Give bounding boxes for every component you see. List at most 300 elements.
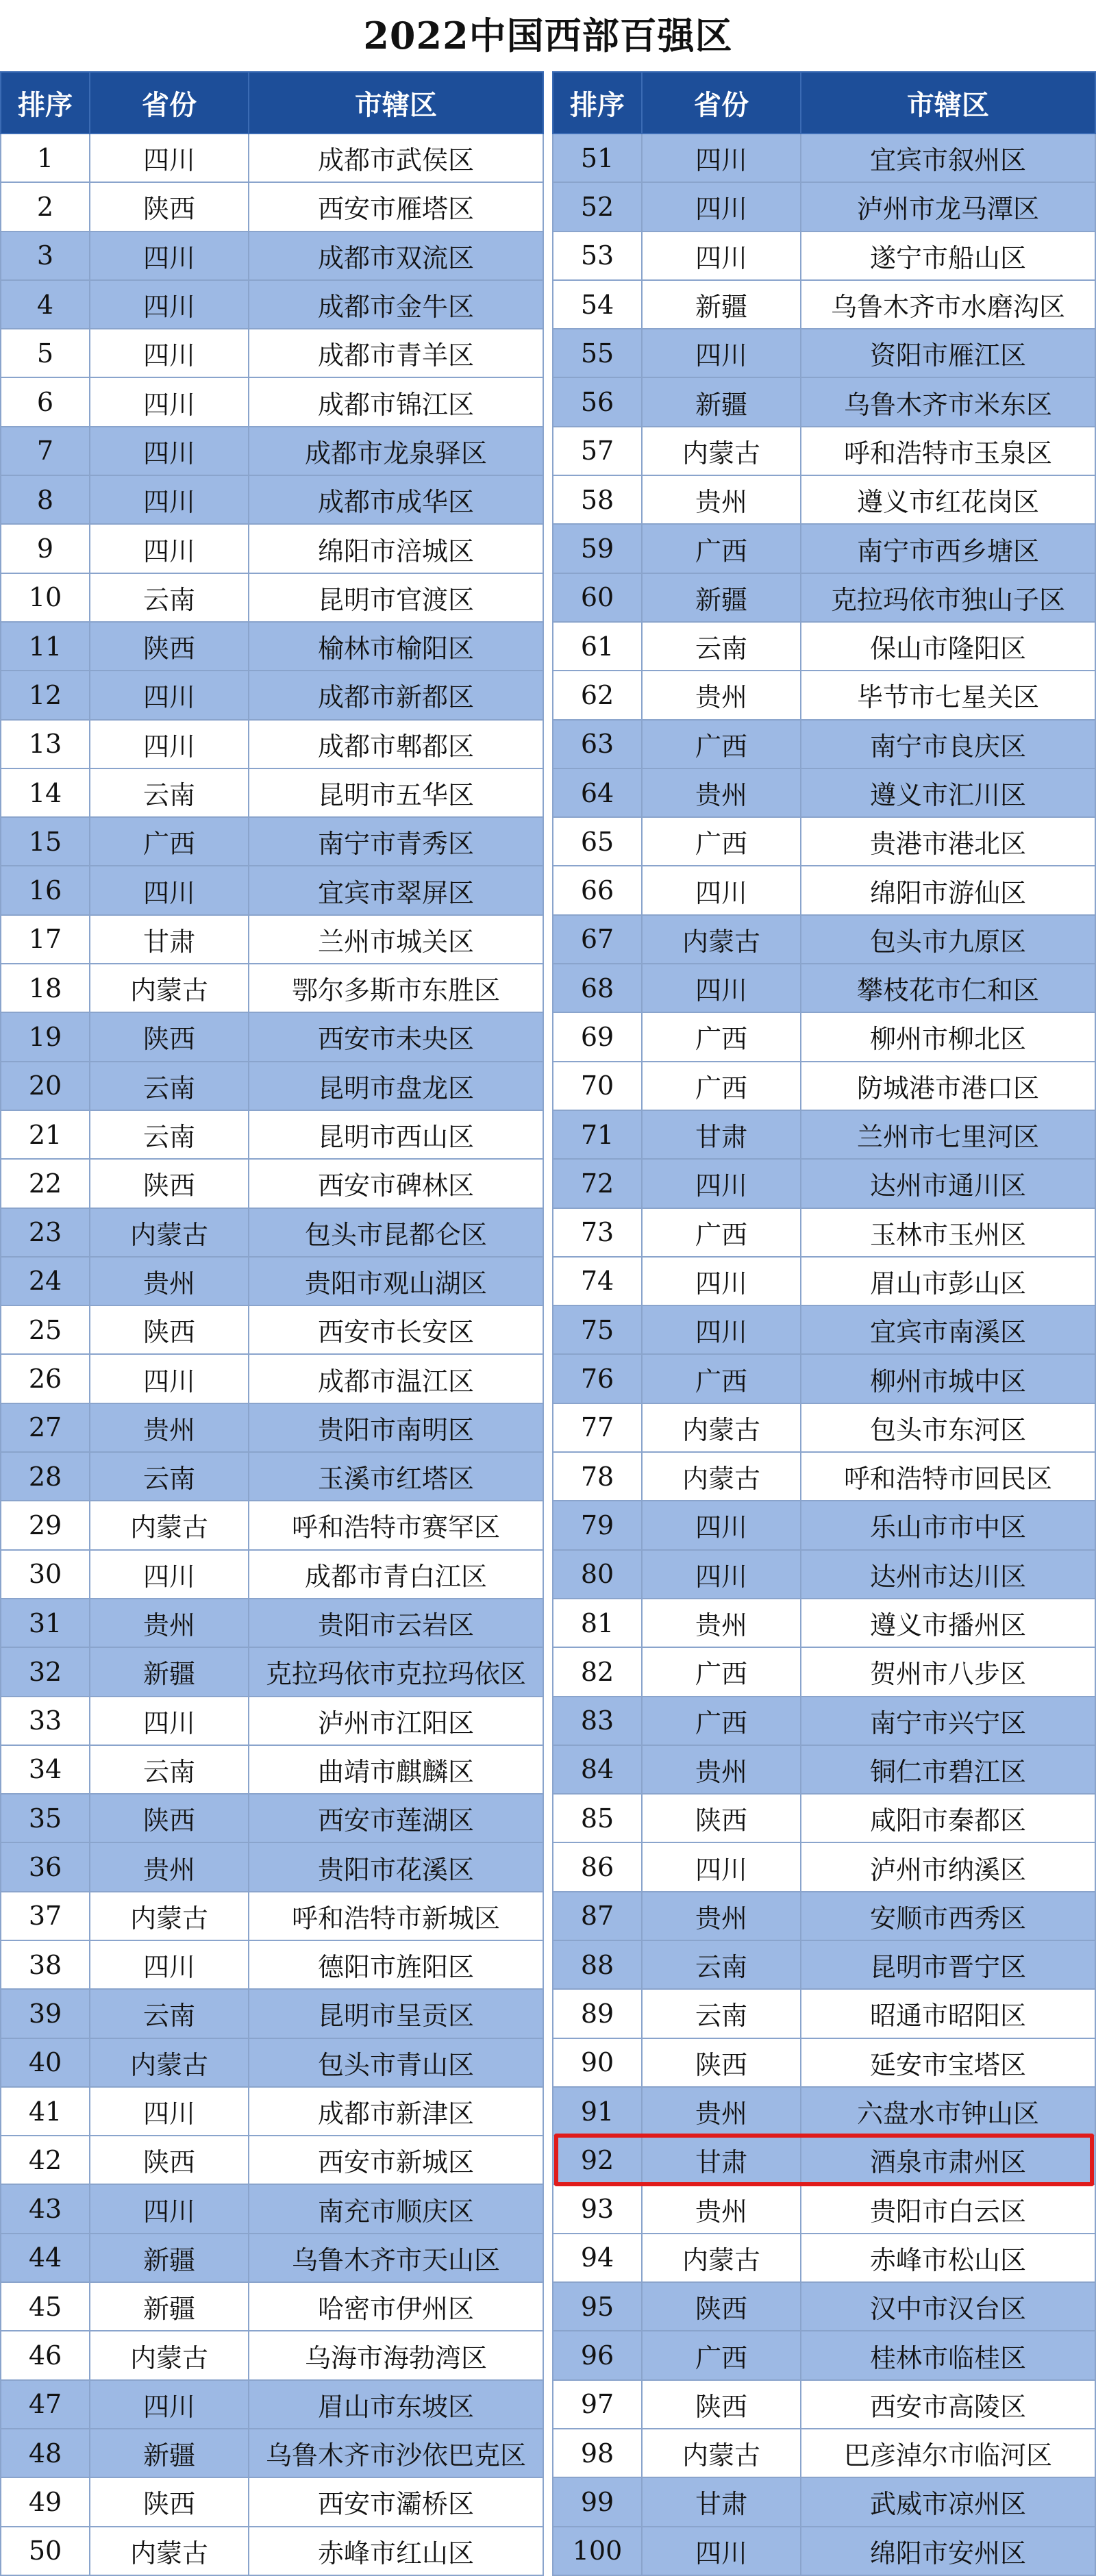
cell-rank: 72 bbox=[553, 1159, 642, 1208]
cell-province: 四川 bbox=[90, 427, 249, 475]
cell-rank: 53 bbox=[553, 232, 642, 280]
cell-province: 云南 bbox=[90, 1110, 249, 1159]
cell-rank: 5 bbox=[1, 329, 90, 377]
cell-province: 广西 bbox=[642, 2331, 801, 2379]
table-row bbox=[1, 1794, 543, 1842]
cell-district: 泸州市纳溪区 bbox=[801, 1842, 1095, 1891]
cell-province: 云南 bbox=[90, 1062, 249, 1110]
cell-province: 新疆 bbox=[642, 280, 801, 329]
cell-district: 成都市金牛区 bbox=[249, 280, 543, 329]
cell-rank: 45 bbox=[1, 2282, 90, 2331]
cell-rank: 23 bbox=[1, 1208, 90, 1257]
table-row bbox=[1, 915, 543, 964]
column-divider bbox=[544, 71, 552, 2570]
cell-district: 保山市隆阳区 bbox=[801, 622, 1095, 671]
cell-district: 成都市双流区 bbox=[249, 232, 543, 280]
cell-province: 云南 bbox=[90, 768, 249, 817]
ranking-table bbox=[552, 71, 1096, 2576]
cell-rank: 13 bbox=[1, 720, 90, 768]
cell-rank: 42 bbox=[1, 2136, 90, 2184]
cell-district: 桂林市临桂区 bbox=[801, 2331, 1095, 2379]
cell-district: 巴彦淖尔市临河区 bbox=[801, 2429, 1095, 2477]
cell-province: 四川 bbox=[642, 134, 801, 182]
table-row bbox=[1, 280, 543, 329]
cell-rank: 25 bbox=[1, 1305, 90, 1354]
cell-rank: 38 bbox=[1, 1940, 90, 1989]
ranking-table-left bbox=[0, 71, 544, 2570]
table-body bbox=[1, 134, 543, 2575]
cell-district: 昆明市西山区 bbox=[249, 1110, 543, 1159]
cell-district: 成都市成华区 bbox=[249, 475, 543, 524]
cell-rank: 79 bbox=[553, 1501, 642, 1549]
table-row bbox=[553, 1794, 1095, 1842]
cell-rank: 77 bbox=[553, 1403, 642, 1452]
cell-district: 西安市新城区 bbox=[249, 2136, 543, 2184]
cell-rank: 36 bbox=[1, 1842, 90, 1891]
table-row bbox=[553, 2087, 1095, 2136]
table-row bbox=[1, 1208, 543, 1257]
cell-province: 贵州 bbox=[642, 2184, 801, 2233]
table-row bbox=[553, 1697, 1095, 1745]
table-row bbox=[553, 817, 1095, 866]
cell-rank: 64 bbox=[553, 768, 642, 817]
table-row bbox=[1, 2282, 543, 2331]
table-row bbox=[553, 1599, 1095, 1647]
cell-district: 成都市新都区 bbox=[249, 671, 543, 719]
cell-province: 四川 bbox=[90, 232, 249, 280]
cell-province: 陕西 bbox=[90, 2136, 249, 2184]
cell-province: 广西 bbox=[642, 1647, 801, 1696]
cell-rank: 48 bbox=[1, 2429, 90, 2477]
cell-province: 四川 bbox=[642, 1550, 801, 1599]
table-row bbox=[1, 182, 543, 231]
table-row bbox=[553, 1354, 1095, 1403]
cell-province: 内蒙古 bbox=[642, 1452, 801, 1501]
table-row bbox=[553, 1062, 1095, 1110]
cell-province: 陕西 bbox=[90, 1794, 249, 1842]
table-row bbox=[1, 524, 543, 573]
cell-district: 呼和浩特市新城区 bbox=[249, 1892, 543, 1940]
cell-district: 泸州市龙马潭区 bbox=[801, 182, 1095, 231]
cell-district: 乌鲁木齐市天山区 bbox=[249, 2234, 543, 2282]
cell-province: 贵州 bbox=[642, 2087, 801, 2136]
table-row bbox=[1, 1697, 543, 1745]
cell-province: 陕西 bbox=[642, 2380, 801, 2429]
cell-district: 昆明市五华区 bbox=[249, 768, 543, 817]
cell-rank: 94 bbox=[553, 2234, 642, 2282]
table-row bbox=[553, 2527, 1095, 2575]
cell-district: 达州市达川区 bbox=[801, 1550, 1095, 1599]
cell-district: 包头市九原区 bbox=[801, 915, 1095, 964]
table-row bbox=[553, 1403, 1095, 1452]
table-row bbox=[1, 1842, 543, 1891]
cell-district: 南宁市良庆区 bbox=[801, 720, 1095, 768]
cell-rank: 83 bbox=[553, 1697, 642, 1745]
cell-rank: 37 bbox=[1, 1892, 90, 1940]
cell-rank: 69 bbox=[553, 1012, 642, 1061]
cell-district: 玉溪市红塔区 bbox=[249, 1452, 543, 1501]
table-row bbox=[553, 1257, 1095, 1305]
cell-province: 云南 bbox=[642, 1989, 801, 2038]
table-row bbox=[1, 1745, 543, 1794]
cell-rank: 78 bbox=[553, 1452, 642, 1501]
cell-district: 曲靖市麒麟区 bbox=[249, 1745, 543, 1794]
cell-district: 鄂尔多斯市东胜区 bbox=[249, 964, 543, 1012]
cell-province: 广西 bbox=[642, 1697, 801, 1745]
cell-province: 贵州 bbox=[642, 671, 801, 719]
cell-province: 甘肃 bbox=[90, 915, 249, 964]
cell-district: 榆林市榆阳区 bbox=[249, 622, 543, 671]
cell-district: 贺州市八步区 bbox=[801, 1647, 1095, 1696]
table-row bbox=[553, 280, 1095, 329]
table-row bbox=[553, 1110, 1095, 1159]
table-row bbox=[553, 1012, 1095, 1061]
cell-district: 乌海市海勃湾区 bbox=[249, 2331, 543, 2379]
cell-province: 四川 bbox=[642, 1501, 801, 1549]
table-row bbox=[1, 329, 543, 377]
cell-district: 乌鲁木齐市米东区 bbox=[801, 377, 1095, 426]
cell-rank: 82 bbox=[553, 1647, 642, 1696]
table-row bbox=[553, 720, 1095, 768]
cell-rank: 44 bbox=[1, 2234, 90, 2282]
cell-rank: 34 bbox=[1, 1745, 90, 1794]
cell-rank: 2 bbox=[1, 182, 90, 231]
cell-rank: 51 bbox=[553, 134, 642, 182]
table-row bbox=[553, 2282, 1095, 2331]
cell-rank: 87 bbox=[553, 1892, 642, 1940]
cell-rank: 24 bbox=[1, 1257, 90, 1305]
cell-rank: 65 bbox=[553, 817, 642, 866]
cell-district: 兰州市七里河区 bbox=[801, 1110, 1095, 1159]
table-row bbox=[1, 573, 543, 622]
cell-rank: 28 bbox=[1, 1452, 90, 1501]
cell-province: 新疆 bbox=[642, 377, 801, 426]
cell-province: 内蒙古 bbox=[642, 1403, 801, 1452]
cell-province: 四川 bbox=[642, 329, 801, 377]
table-row bbox=[1, 2038, 543, 2087]
cell-district: 南宁市青秀区 bbox=[249, 817, 543, 866]
table-row bbox=[553, 377, 1095, 426]
table-row bbox=[1, 2087, 543, 2136]
table-row bbox=[553, 475, 1095, 524]
cell-province: 陕西 bbox=[642, 2282, 801, 2331]
cell-province: 四川 bbox=[642, 866, 801, 914]
table-row bbox=[1, 866, 543, 914]
cell-province: 四川 bbox=[642, 964, 801, 1012]
cell-district: 毕节市七星关区 bbox=[801, 671, 1095, 719]
table-row bbox=[553, 1550, 1095, 1599]
cell-province: 四川 bbox=[90, 280, 249, 329]
table-row bbox=[1, 1403, 543, 1452]
table-row bbox=[553, 1501, 1095, 1549]
table-row bbox=[553, 1940, 1095, 1989]
cell-province: 陕西 bbox=[642, 2038, 801, 2087]
table-row bbox=[1, 1110, 543, 1159]
cell-rank: 88 bbox=[553, 1940, 642, 1989]
cell-district: 资阳市雁江区 bbox=[801, 329, 1095, 377]
table-row bbox=[553, 2477, 1095, 2526]
table-row bbox=[553, 1647, 1095, 1696]
table-row bbox=[553, 427, 1095, 475]
cell-rank: 8 bbox=[1, 475, 90, 524]
table-row bbox=[553, 2184, 1095, 2233]
cell-province: 四川 bbox=[90, 329, 249, 377]
cell-district: 宜宾市翠屏区 bbox=[249, 866, 543, 914]
cell-province: 新疆 bbox=[90, 2429, 249, 2477]
cell-district: 宜宾市叙州区 bbox=[801, 134, 1095, 182]
cell-province: 四川 bbox=[90, 2184, 249, 2233]
cell-province: 贵州 bbox=[642, 1892, 801, 1940]
cell-rank: 76 bbox=[553, 1354, 642, 1403]
cell-province: 贵州 bbox=[90, 1842, 249, 1891]
table-row bbox=[553, 2136, 1095, 2184]
cell-district: 达州市通川区 bbox=[801, 1159, 1095, 1208]
cell-province: 云南 bbox=[642, 1940, 801, 1989]
cell-district: 柳州市城中区 bbox=[801, 1354, 1095, 1403]
cell-province: 内蒙古 bbox=[90, 1208, 249, 1257]
table-row bbox=[553, 1842, 1095, 1891]
cell-province: 贵州 bbox=[90, 1257, 249, 1305]
table-row bbox=[1, 2429, 543, 2477]
cell-rank: 89 bbox=[553, 1989, 642, 2038]
table-row bbox=[553, 232, 1095, 280]
cell-district: 包头市东河区 bbox=[801, 1403, 1095, 1452]
table-row bbox=[1, 720, 543, 768]
table-row bbox=[1, 475, 543, 524]
cell-province: 贵州 bbox=[642, 475, 801, 524]
cell-district: 绵阳市游仙区 bbox=[801, 866, 1095, 914]
table-row bbox=[1, 964, 543, 1012]
cell-district: 呼和浩特市回民区 bbox=[801, 1452, 1095, 1501]
cell-rank: 15 bbox=[1, 817, 90, 866]
cell-province: 四川 bbox=[642, 1257, 801, 1305]
table-row bbox=[1, 671, 543, 719]
table-row bbox=[553, 1452, 1095, 1501]
table-row bbox=[553, 1892, 1095, 1940]
cell-rank: 14 bbox=[1, 768, 90, 817]
cell-province: 广西 bbox=[90, 817, 249, 866]
cell-rank: 20 bbox=[1, 1062, 90, 1110]
cell-province: 云南 bbox=[90, 573, 249, 622]
table-row bbox=[1, 1354, 543, 1403]
cell-district: 西安市长安区 bbox=[249, 1305, 543, 1354]
cell-province: 广西 bbox=[642, 1012, 801, 1061]
cell-province: 四川 bbox=[642, 2527, 801, 2575]
table-row bbox=[1, 1012, 543, 1061]
table-row bbox=[1, 622, 543, 671]
cell-province: 四川 bbox=[90, 1550, 249, 1599]
table-row bbox=[1, 134, 543, 182]
table-row bbox=[1, 1940, 543, 1989]
cell-province: 甘肃 bbox=[642, 2136, 801, 2184]
cell-rank: 52 bbox=[553, 182, 642, 231]
table-row bbox=[1, 1550, 543, 1599]
cell-rank: 90 bbox=[553, 2038, 642, 2087]
table-row bbox=[1, 1989, 543, 2038]
cell-district: 眉山市彭山区 bbox=[801, 1257, 1095, 1305]
cell-province: 贵州 bbox=[642, 1599, 801, 1647]
cell-province: 四川 bbox=[90, 134, 249, 182]
cell-rank: 59 bbox=[553, 524, 642, 573]
cell-district: 绵阳市安州区 bbox=[801, 2527, 1095, 2575]
table-row bbox=[553, 768, 1095, 817]
cell-province: 内蒙古 bbox=[90, 964, 249, 1012]
cell-district: 成都市温江区 bbox=[249, 1354, 543, 1403]
cell-province: 广西 bbox=[642, 720, 801, 768]
cell-province: 内蒙古 bbox=[90, 2038, 249, 2087]
cell-rank: 62 bbox=[553, 671, 642, 719]
cell-rank: 17 bbox=[1, 915, 90, 964]
cell-province: 四川 bbox=[90, 2087, 249, 2136]
cell-district: 六盘水市钟山区 bbox=[801, 2087, 1095, 2136]
cell-rank: 22 bbox=[1, 1159, 90, 1208]
header-province: 省份 bbox=[642, 72, 801, 134]
cell-district: 南宁市兴宁区 bbox=[801, 1697, 1095, 1745]
cell-district: 成都市青羊区 bbox=[249, 329, 543, 377]
cell-district: 铜仁市碧江区 bbox=[801, 1745, 1095, 1794]
table-row bbox=[553, 622, 1095, 671]
cell-rank: 32 bbox=[1, 1647, 90, 1696]
cell-province: 内蒙古 bbox=[642, 427, 801, 475]
cell-rank: 56 bbox=[553, 377, 642, 426]
cell-province: 内蒙古 bbox=[90, 2331, 249, 2379]
table-row bbox=[553, 1208, 1095, 1257]
cell-province: 四川 bbox=[642, 232, 801, 280]
cell-district: 西安市灞桥区 bbox=[249, 2477, 543, 2526]
cell-province: 四川 bbox=[642, 1842, 801, 1891]
table-row bbox=[1, 1501, 543, 1549]
header-rank: 排序 bbox=[1, 72, 90, 134]
cell-district: 泸州市江阳区 bbox=[249, 1697, 543, 1745]
cell-rank: 67 bbox=[553, 915, 642, 964]
cell-district: 汉中市汉台区 bbox=[801, 2282, 1095, 2331]
cell-rank: 3 bbox=[1, 232, 90, 280]
cell-district: 攀枝花市仁和区 bbox=[801, 964, 1095, 1012]
cell-district: 玉林市玉州区 bbox=[801, 1208, 1095, 1257]
cell-rank: 6 bbox=[1, 377, 90, 426]
cell-province: 四川 bbox=[90, 475, 249, 524]
cell-rank: 54 bbox=[553, 280, 642, 329]
cell-rank: 46 bbox=[1, 2331, 90, 2379]
cell-province: 内蒙古 bbox=[90, 2527, 249, 2575]
header-district: 市辖区 bbox=[801, 72, 1095, 134]
cell-rank: 66 bbox=[553, 866, 642, 914]
cell-rank: 50 bbox=[1, 2527, 90, 2575]
cell-district: 眉山市东坡区 bbox=[249, 2380, 543, 2429]
cell-province: 云南 bbox=[90, 1989, 249, 2038]
cell-district: 成都市龙泉驿区 bbox=[249, 427, 543, 475]
cell-rank: 7 bbox=[1, 427, 90, 475]
cell-province: 四川 bbox=[90, 1354, 249, 1403]
cell-rank: 40 bbox=[1, 2038, 90, 2087]
cell-district: 昭通市昭阳区 bbox=[801, 1989, 1095, 2038]
cell-district: 西安市莲湖区 bbox=[249, 1794, 543, 1842]
cell-district: 防城港市港口区 bbox=[801, 1062, 1095, 1110]
table-header-row bbox=[1, 72, 543, 134]
table-row bbox=[1, 2527, 543, 2575]
cell-rank: 91 bbox=[553, 2087, 642, 2136]
cell-province: 四川 bbox=[642, 1159, 801, 1208]
cell-province: 甘肃 bbox=[642, 1110, 801, 1159]
cell-rank: 84 bbox=[553, 1745, 642, 1794]
cell-rank: 21 bbox=[1, 1110, 90, 1159]
cell-district: 成都市武侯区 bbox=[249, 134, 543, 182]
cell-district: 贵港市港北区 bbox=[801, 817, 1095, 866]
cell-district: 柳州市柳北区 bbox=[801, 1012, 1095, 1061]
cell-rank: 58 bbox=[553, 475, 642, 524]
cell-district: 遵义市汇川区 bbox=[801, 768, 1095, 817]
cell-district: 西安市碑林区 bbox=[249, 1159, 543, 1208]
cell-province: 陕西 bbox=[90, 2477, 249, 2526]
table-row bbox=[1, 232, 543, 280]
table-row bbox=[1, 1062, 543, 1110]
table-header-row bbox=[553, 72, 1095, 134]
cell-province: 云南 bbox=[642, 622, 801, 671]
cell-district: 呼和浩特市赛罕区 bbox=[249, 1501, 543, 1549]
table-row bbox=[553, 671, 1095, 719]
ranking-table bbox=[0, 71, 544, 2576]
table-row bbox=[1, 1647, 543, 1696]
cell-district: 西安市高陵区 bbox=[801, 2380, 1095, 2429]
cell-district: 呼和浩特市玉泉区 bbox=[801, 427, 1095, 475]
cell-rank: 49 bbox=[1, 2477, 90, 2526]
table-row bbox=[553, 329, 1095, 377]
cell-rank: 26 bbox=[1, 1354, 90, 1403]
cell-district: 遂宁市船山区 bbox=[801, 232, 1095, 280]
cell-rank: 19 bbox=[1, 1012, 90, 1061]
table-row bbox=[553, 2429, 1095, 2477]
cell-district: 南充市顺庆区 bbox=[249, 2184, 543, 2233]
cell-province: 内蒙古 bbox=[642, 915, 801, 964]
table-row bbox=[553, 1159, 1095, 1208]
cell-province: 四川 bbox=[90, 671, 249, 719]
table-row bbox=[1, 1159, 543, 1208]
cell-rank: 41 bbox=[1, 2087, 90, 2136]
cell-rank: 16 bbox=[1, 866, 90, 914]
cell-district: 酒泉市肃州区 bbox=[801, 2136, 1095, 2184]
cell-district: 克拉玛依市克拉玛依区 bbox=[249, 1647, 543, 1696]
cell-district: 贵阳市观山湖区 bbox=[249, 1257, 543, 1305]
cell-rank: 11 bbox=[1, 622, 90, 671]
cell-province: 新疆 bbox=[90, 1647, 249, 1696]
cell-province: 四川 bbox=[642, 1305, 801, 1354]
cell-rank: 30 bbox=[1, 1550, 90, 1599]
cell-province: 陕西 bbox=[90, 622, 249, 671]
cell-district: 西安市雁塔区 bbox=[249, 182, 543, 231]
cell-district: 昆明市盘龙区 bbox=[249, 1062, 543, 1110]
cell-province: 内蒙古 bbox=[642, 2429, 801, 2477]
cell-district: 哈密市伊州区 bbox=[249, 2282, 543, 2331]
cell-rank: 70 bbox=[553, 1062, 642, 1110]
ranking-table-right bbox=[552, 71, 1096, 2570]
cell-rank: 60 bbox=[553, 573, 642, 622]
cell-province: 四川 bbox=[90, 524, 249, 573]
table-row bbox=[553, 1989, 1095, 2038]
cell-district: 昆明市晋宁区 bbox=[801, 1940, 1095, 1989]
cell-rank: 10 bbox=[1, 573, 90, 622]
cell-rank: 1 bbox=[1, 134, 90, 182]
table-row bbox=[1, 2380, 543, 2429]
cell-province: 四川 bbox=[90, 2380, 249, 2429]
cell-district: 遵义市播州区 bbox=[801, 1599, 1095, 1647]
cell-rank: 73 bbox=[553, 1208, 642, 1257]
cell-district: 遵义市红花岗区 bbox=[801, 475, 1095, 524]
cell-district: 成都市锦江区 bbox=[249, 377, 543, 426]
header-rank: 排序 bbox=[553, 72, 642, 134]
header-district: 市辖区 bbox=[249, 72, 543, 134]
cell-rank: 55 bbox=[553, 329, 642, 377]
table-row bbox=[553, 915, 1095, 964]
